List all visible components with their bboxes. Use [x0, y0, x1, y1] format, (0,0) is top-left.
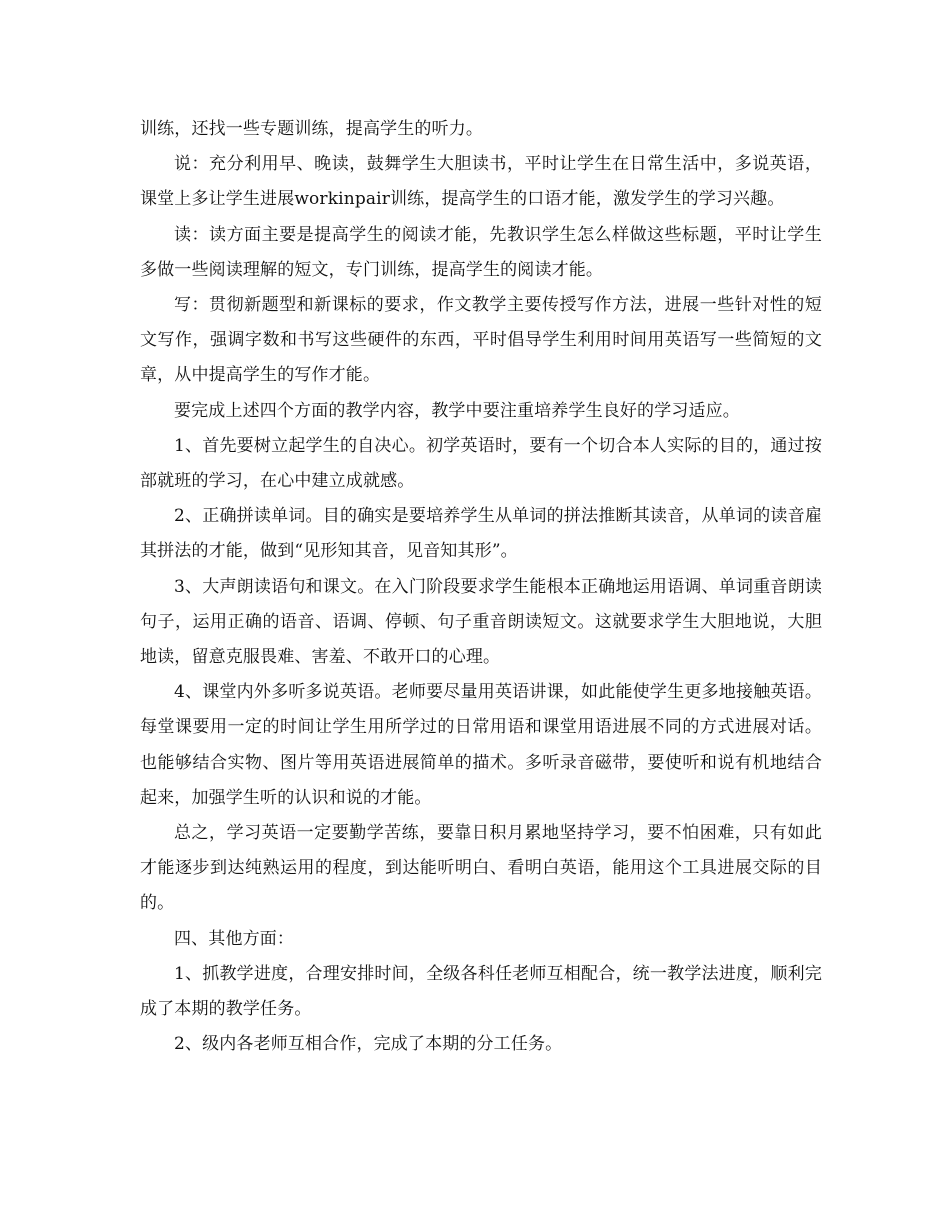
document-body [140, 112, 822, 1062]
paragraph-speaking: 说：充分利用早、晚读，鼓舞学生大胆读书，平时让学生在日常生活中，多说英语，课堂上多让学生进展workinpair训练，提高学生的口语才能，激发学生的学习兴趣。 [140, 154, 822, 210]
paragraph-reading: 读：读方面主要是提高学生的阅读才能，先教识学生怎么样做这些标题，平时让学生多做一些阅读理解的短文，专门训练，提高学生的阅读才能。 [140, 224, 822, 280]
paragraph-other-point-1: 1、抓教学进度，合理安排时间，全级各科任老师互相配合，统一教学法进度，顺利完成了本期的教学任务。 [140, 963, 822, 1020]
paragraph-point-1-confidence: 1、首先要树立起学生的自决心。初学英语时，要有一个切合本人实际的目的，通过按部就班的学习，在心中建立成就感。 [140, 435, 822, 492]
paragraph-other-point-2: 2、级内各老师互相合作，完成了本期的分工任务。 [174, 1034, 563, 1055]
section-heading-other-aspects: 四、其他方面： [174, 928, 295, 949]
paragraph-writing: 写：贯彻新题型和新课标的要求，作文教学主要传授写作方法，进展一些针对性的短文写作，强调字数和书写这些硬件的东西，平时倡导学生利用时间用英语写一些简短的文章，从中提高学生的写作才能。 [140, 295, 822, 386]
paragraph-study-habits-intro: 要完成上述四个方面的教学内容，教学中要注重培养学生良好的学习适应。 [174, 400, 740, 421]
paragraph-point-4-listening-speaking: 4、课堂内外多听多说英语。老师要尽量用英语讲课，如此能使学生更多地接触英语。每堂课要用一定的时间让学生用所学过的日常用语和课堂用语进展不同的方式进展对话。也能够结合实物、图片等用英语进展简单的描术。多听录音磁带，要使听和说有机地结合起来，加强学生听的认识和说的才能。 [140, 682, 822, 808]
paragraph-summary: 总之，学习英语一定要勤学苦练，要靠日积月累地坚持学习，要不怕困难，只有如此才能逐步到达纯熟运用的程度，到达能听明白、看明白英语，能用这个工具进展交际的目的。 [140, 823, 822, 914]
paragraph-listening-continued: 训练，还找一些专题训练，提高学生的听力。 [140, 119, 483, 139]
paragraph-point-2-spelling: 2、正确拼读单词。目的确实是要培养学生从单词的拼法推断其读音，从单词的读音雇其拼法的才能，做到“见形知其音，见音知其形”。 [140, 506, 822, 562]
paragraph-point-3-reading-aloud: 3、大声朗读语句和课文。在入门阶段要求学生能根本正确地运用语调、单词重音朗读句子，运用正确的语音、语调、停顿、句子重音朗读短文。这就要求学生大胆地说，大胆地读，留意克服畏难、害羞、不敢开口的心理。 [140, 576, 822, 668]
